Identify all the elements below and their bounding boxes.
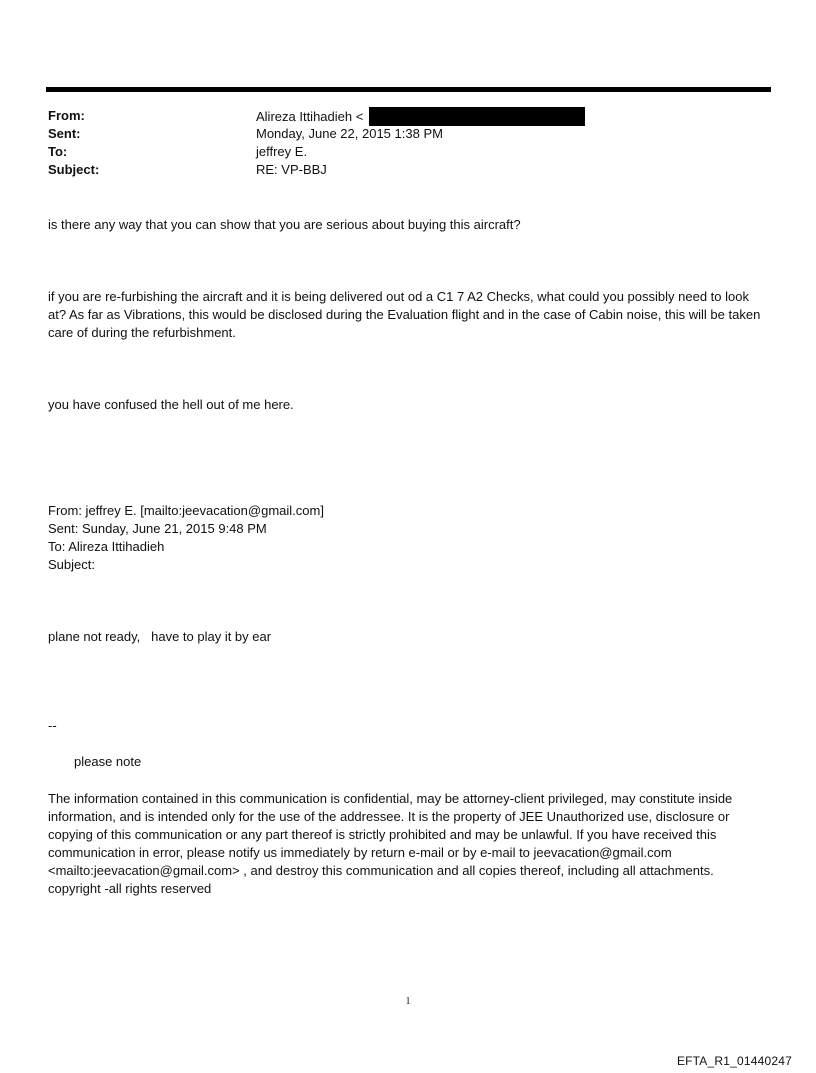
to-row [48,144,768,162]
page-number: 1 [405,996,411,1007]
quoted-message: plane not ready, have to play it by ear [48,629,272,644]
bates-number: EFTA_R1_01440247 [676,1054,792,1068]
signature-note: please note [74,754,142,769]
from-value [256,108,585,127]
sent-value: Monday, June 22, 2015 1:38 PM [256,126,443,141]
sent-label: Sent: [48,126,81,141]
redaction-box [369,107,585,126]
body-paragraph-3: you have confused the hell out of me here. [48,397,294,412]
subject-value: RE: VP-BBJ [256,162,327,177]
signature-separator: -- [48,718,57,733]
quoted-from: From: jeffrey E. [mailto:jeevacation@gmail.com] [48,503,324,518]
body-paragraph-1: is there any way that you can show that you are serious about buying this aircraft? [48,217,521,232]
quoted-subject: Subject: [48,557,95,572]
from-name: Alireza Ittihadieh < [256,108,364,124]
sent-row [48,126,768,144]
subject-label: Subject: [48,162,100,177]
quoted-to: To: Alireza Ittihadieh [48,539,165,554]
body-paragraph-2: if you are re-furbishing the aircraft and it is being delivered out od a C1 7 A2 Checks, what could you possibly need to look at? As far as Vibrations, this would be disclosed during the Evaluation flight and in the case of Cabin noise, this will be taken care of during the refurbishment. [48,289,761,340]
subject-row [48,162,768,180]
from-label: From: [48,108,85,123]
quoted-sent: Sent: Sunday, June 21, 2015 9:48 PM [48,521,267,536]
from-row [48,108,768,126]
to-label: To: [48,144,68,159]
disclaimer-text: The information contained in this communication is confidential, may be attorney-client privileged, may constitute inside information, and is intended only for the use of the addressee. It is the property of JEE Unauthorized use, disclosure or copying of this communication or any part thereof is strictly prohibited and may be unlawful. If you have received this communication in error, please notify us immediately by return e-mail or by e-mail to jeevacation@gmail.com <mailto:jeevacation@gmail.com> , and destroy this communication and all copies thereof, including all attachments. copyright -all rights reserved [48,791,733,896]
to-value: jeffrey E. [256,144,308,159]
header-divider [46,87,771,92]
